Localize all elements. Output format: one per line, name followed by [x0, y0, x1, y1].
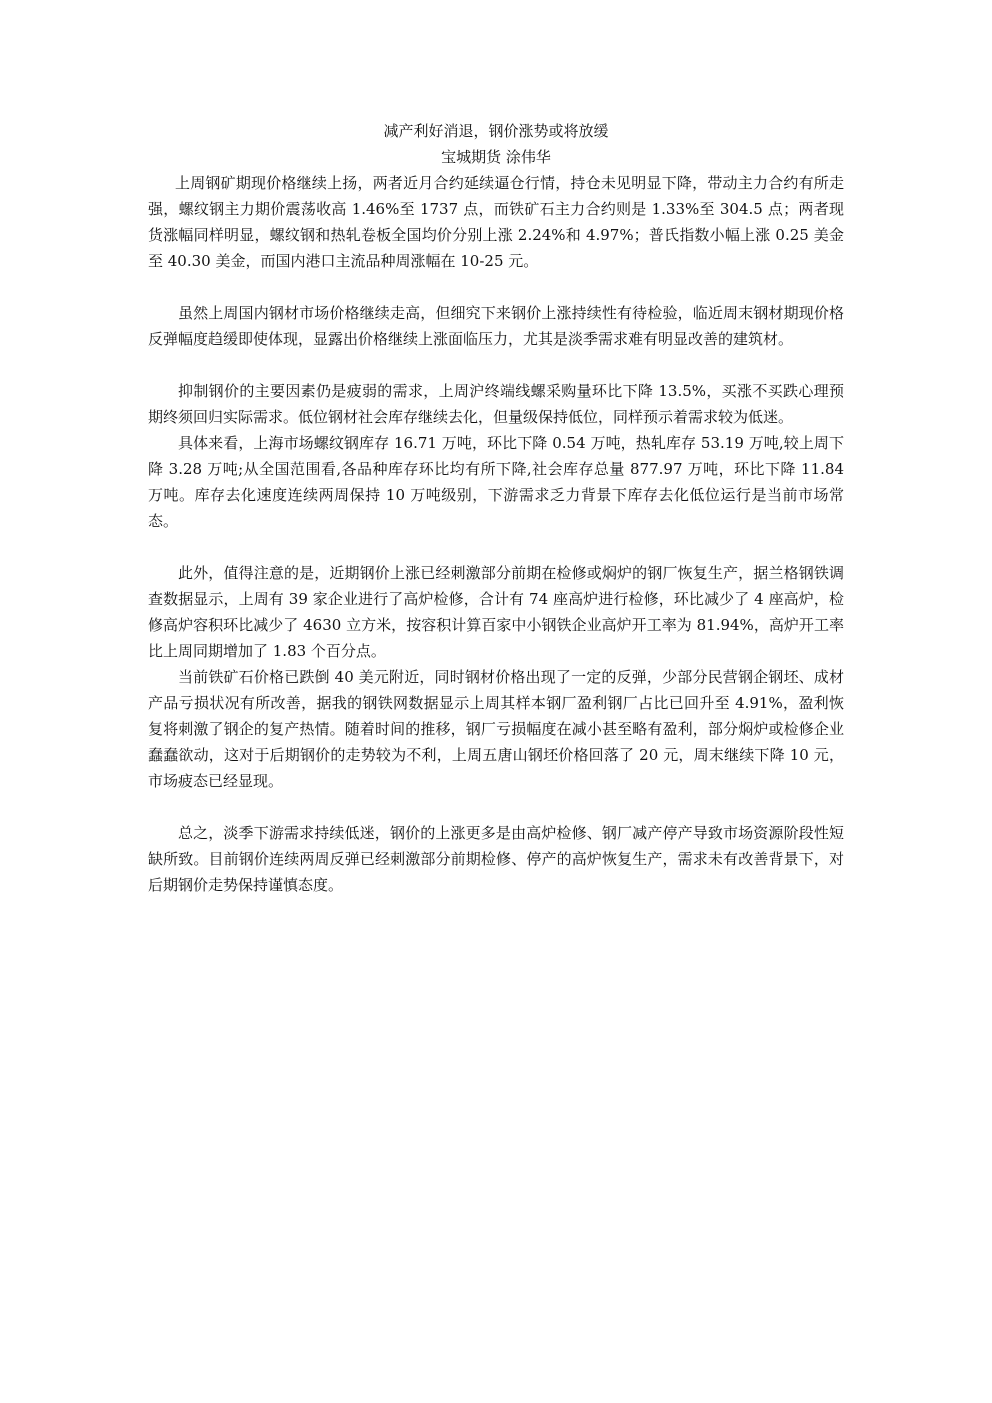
paragraph-iron-ore-price: 当前铁矿石价格已跌倒 40 美元附近，同时钢材价格出现了一定的反弹，少部分民营钢企钢坯、成材产品亏损状况有所改善，据我的钢铁网数据显示上周其样本钢厂盈利钢厂占比已回升至 4.91%，盈利恢复将刺激了钢企的复产热情。随着时间的推移，钢厂亏损幅度在减小甚至略有盈利，部分焖炉或检修企业蠢蠢欲动，这对于后期钢价的走势较为不利，上周五唐山钢坯价格回落了 20 元，周末继续下降 10 元，市场疲态已经显现。 [148, 668, 844, 790]
paragraph-spacer [148, 352, 844, 378]
paragraph-conclusion: 总之，淡季下游需求持续低迷，钢价的上涨更多是由高炉检修、钢厂减产停产导致市场资源阶段性短缺所致。目前钢价连续两周反弹已经刺激部分前期检修、停产的高炉恢复生产，需求未有改善背景下，对后期钢价走势保持谨慎态度。 [148, 824, 844, 894]
article-author: 宝城期货 涂伟华 [441, 148, 551, 166]
paragraph-spacer [148, 274, 844, 300]
paragraph-spacer [148, 794, 844, 820]
paragraph-price-sustainability: 虽然上周国内钢材市场价格继续走高，但细究下来钢价上涨持续性有待检验，临近周末钢材期现价格反弹幅度趋缓即使体现，显露出价格继续上涨面临压力，尤其是淡季需求难有明显改善的建筑材。 [148, 304, 844, 348]
paragraph-production-resume: 此外，值得注意的是，近期钢价上涨已经刺激部分前期在检修或焖炉的钢厂恢复生产，据兰格钢铁调查数据显示，上周有 39 家企业进行了高炉检修，合计有 74 座高炉进行检修，环比减少了 4 座高炉，检修高炉容积环比减少了 4630 立方米，按容积计算百家中小钢铁企业高炉开工率为 81.94%，高炉开工率比上周同期增加了 1.83 个百分点。 [148, 564, 844, 660]
article-body [148, 118, 844, 898]
paragraph-market-overview: 上周钢矿期现价格继续上扬，两者近月合约延续逼仓行情，持仓未见明显下降，带动主力合约有所走强，螺纹钢主力期价震荡收高 1.46%至 1737 点，而铁矿石主力合约则是 1.33%至 304.5 点；两者现货涨幅同样明显，螺纹钢和热轧卷板全国均价分别上涨 2.24%和 4.97%；普氏指数小幅上涨 0.25 美金至 40.30 美金，而国内港口主流品种周涨幅在 10-25 元。 [148, 174, 844, 270]
paragraph-weak-demand: 抑制钢价的主要因素仍是疲弱的需求，上周沪终端线螺采购量环比下降 13.5%，买涨不买跌心理预期终须回归实际需求。低位钢材社会库存继续去化，但量级保持低位，同样预示着需求较为低迷。 [148, 382, 844, 426]
article-title: 减产利好消退，钢价涨势或将放缓 [383, 122, 609, 140]
paragraph-spacer [148, 534, 844, 560]
paragraph-inventory: 具体来看，上海市场螺纹钢库存 16.71 万吨，环比下降 0.54 万吨，热轧库存 53.19 万吨,较上周下降 3.28 万吨;从全国范围看,各品种库存环比均有所下降,社会库存总量 877.97 万吨，环比下降 11.84 万吨。库存去化速度连续两周保持 10 万吨级别，下游需求乏力背景下库存去化低位运行是当前市场常态。 [148, 434, 844, 530]
